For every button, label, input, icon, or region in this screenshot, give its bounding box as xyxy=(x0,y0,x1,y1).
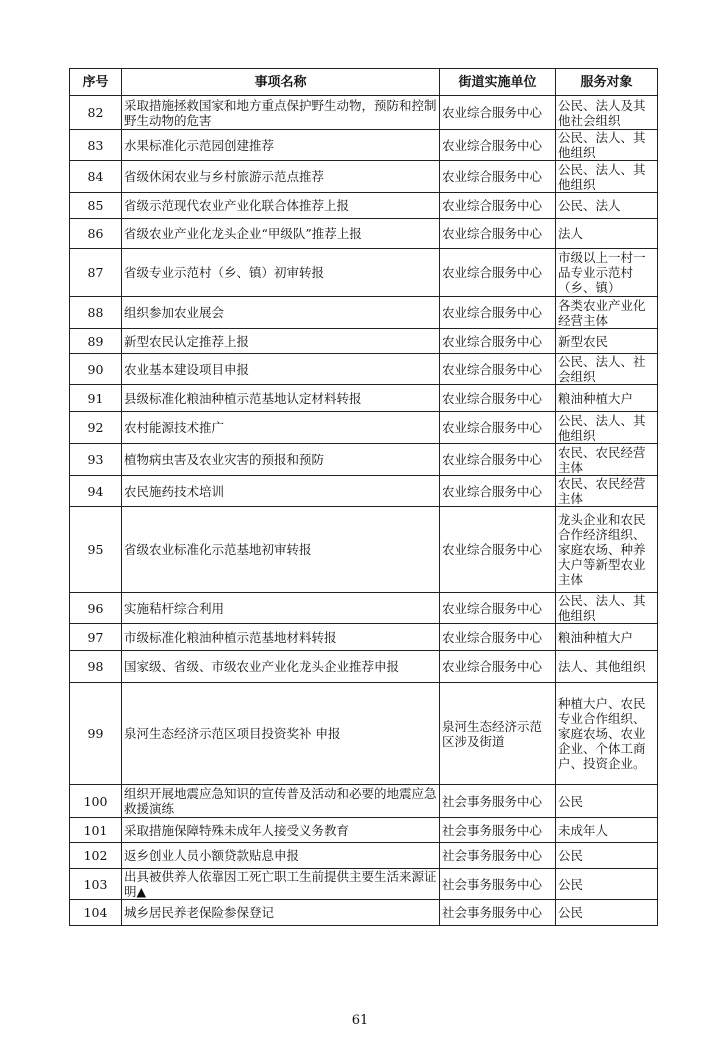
table-row xyxy=(70,683,658,785)
row-service-target: 公民 xyxy=(556,900,658,926)
row-item-name: 省级休闲农业与乡村旅游示范点推荐 xyxy=(122,161,440,193)
row-item-name: 泉河生态经济示范区项目投资奖补 申报 xyxy=(122,683,440,785)
table-row xyxy=(70,843,658,869)
row-implementing-unit: 农业综合服务中心 xyxy=(440,507,556,593)
table-row xyxy=(70,354,658,385)
table-row xyxy=(70,96,658,130)
row-num: 98 xyxy=(70,651,122,683)
row-implementing-unit: 农业综合服务中心 xyxy=(440,444,556,476)
row-num: 88 xyxy=(70,297,122,329)
row-service-target: 新型农民 xyxy=(556,329,658,354)
service-items-table xyxy=(69,68,658,926)
row-item-name: 新型农民认定推荐上报 xyxy=(122,329,440,354)
page-number: 61 xyxy=(351,1013,369,1028)
table-row xyxy=(70,385,658,412)
table-row xyxy=(70,130,658,161)
row-num: 90 xyxy=(70,354,122,385)
table-row xyxy=(70,869,658,900)
row-implementing-unit: 社会事务服务中心 xyxy=(440,900,556,926)
row-num: 82 xyxy=(70,96,122,130)
row-implementing-unit: 泉河生态经济示范区涉及街道 xyxy=(440,683,556,785)
row-num: 96 xyxy=(70,593,122,624)
row-service-target: 公民、法人、社会组织 xyxy=(556,354,658,385)
row-service-target: 龙头企业和农民合作经济组织、家庭农场、种养大户等新型农业主体 xyxy=(556,507,658,593)
row-service-target: 公民、法人、其他组织 xyxy=(556,412,658,444)
table-header-row xyxy=(70,69,658,96)
table-row xyxy=(70,297,658,329)
table-row xyxy=(70,329,658,354)
row-service-target: 法人、其他组织 xyxy=(556,651,658,683)
row-item-name: 农村能源技术推广 xyxy=(122,412,440,444)
row-implementing-unit: 农业综合服务中心 xyxy=(440,593,556,624)
row-service-target: 公民、法人、其他组织 xyxy=(556,161,658,193)
row-service-target: 公民 xyxy=(556,785,658,818)
row-num: 102 xyxy=(70,843,122,869)
row-num: 101 xyxy=(70,818,122,843)
table-row xyxy=(70,412,658,444)
row-item-name: 组织开展地震应急知识的宣传普及活动和必要的地震应急救援演练 xyxy=(122,785,440,818)
row-num: 89 xyxy=(70,329,122,354)
row-item-name: 返乡创业人员小额贷款贴息申报 xyxy=(122,843,440,869)
table-row xyxy=(70,785,658,818)
header-item-name: 事项名称 xyxy=(122,69,440,96)
header-implementing-unit: 街道实施单位 xyxy=(440,69,556,96)
row-implementing-unit: 农业综合服务中心 xyxy=(440,219,556,249)
row-implementing-unit: 农业综合服务中心 xyxy=(440,96,556,130)
row-implementing-unit: 农业综合服务中心 xyxy=(440,476,556,507)
row-item-name: 农民施药技术培训 xyxy=(122,476,440,507)
row-implementing-unit: 社会事务服务中心 xyxy=(440,869,556,900)
row-num: 99 xyxy=(70,683,122,785)
row-service-target: 未成年人 xyxy=(556,818,658,843)
row-num: 95 xyxy=(70,507,122,593)
row-implementing-unit: 农业综合服务中心 xyxy=(440,297,556,329)
row-num: 86 xyxy=(70,219,122,249)
table-row xyxy=(70,818,658,843)
row-implementing-unit: 农业综合服务中心 xyxy=(440,161,556,193)
row-implementing-unit: 农业综合服务中心 xyxy=(440,651,556,683)
row-item-name: 植物病虫害及农业灾害的预报和预防 xyxy=(122,444,440,476)
table-row xyxy=(70,219,658,249)
row-service-target: 农民、农民经营主体 xyxy=(556,444,658,476)
row-item-name: 采取措施拯救国家和地方重点保护野生动物，预防和控制野生动物的危害 xyxy=(122,96,440,130)
table-row xyxy=(70,193,658,219)
header-num: 序号 xyxy=(70,69,122,96)
row-service-target: 种植大户、农民专业合作组织、家庭农场、农业企业、个体工商户、投资企业。 xyxy=(556,683,658,785)
row-item-name: 省级农业产业化龙头企业“甲级队”推荐上报 xyxy=(122,219,440,249)
row-implementing-unit: 农业综合服务中心 xyxy=(440,354,556,385)
table-row xyxy=(70,624,658,651)
row-service-target: 法人 xyxy=(556,219,658,249)
row-num: 100 xyxy=(70,785,122,818)
row-service-target: 公民、法人及其他社会组织 xyxy=(556,96,658,130)
row-num: 83 xyxy=(70,130,122,161)
row-service-target: 粮油种植大户 xyxy=(556,385,658,412)
row-implementing-unit: 农业综合服务中心 xyxy=(440,385,556,412)
row-num: 85 xyxy=(70,193,122,219)
row-item-name: 市级标准化粮油种植示范基地材料转报 xyxy=(122,624,440,651)
row-num: 84 xyxy=(70,161,122,193)
row-service-target: 公民、法人、其他组织 xyxy=(556,130,658,161)
header-service-target: 服务对象 xyxy=(556,69,658,96)
row-implementing-unit: 社会事务服务中心 xyxy=(440,785,556,818)
row-service-target: 公民、法人、其他组织 xyxy=(556,593,658,624)
row-implementing-unit: 社会事务服务中心 xyxy=(440,818,556,843)
row-item-name: 国家级、省级、市级农业产业化龙头企业推荐申报 xyxy=(122,651,440,683)
table-row xyxy=(70,249,658,297)
row-item-name: 组织参加农业展会 xyxy=(122,297,440,329)
row-implementing-unit: 农业综合服务中心 xyxy=(440,624,556,651)
row-service-target: 公民、法人 xyxy=(556,193,658,219)
row-item-name: 农业基本建设项目申报 xyxy=(122,354,440,385)
row-item-name: 实施秸杆综合利用 xyxy=(122,593,440,624)
row-implementing-unit: 农业综合服务中心 xyxy=(440,412,556,444)
row-implementing-unit: 农业综合服务中心 xyxy=(440,130,556,161)
row-implementing-unit: 农业综合服务中心 xyxy=(440,193,556,219)
row-num: 87 xyxy=(70,249,122,297)
table-row xyxy=(70,507,658,593)
row-item-name: 采取措施保障特殊未成年人接受义务教育 xyxy=(122,818,440,843)
row-service-target: 市级以上一村一品专业示范村（乡、镇） xyxy=(556,249,658,297)
row-implementing-unit: 农业综合服务中心 xyxy=(440,249,556,297)
row-service-target: 粮油种植大户 xyxy=(556,624,658,651)
row-item-name: 城乡居民养老保险参保登记 xyxy=(122,900,440,926)
row-num: 91 xyxy=(70,385,122,412)
row-num: 93 xyxy=(70,444,122,476)
row-service-target: 公民 xyxy=(556,843,658,869)
table-row xyxy=(70,444,658,476)
row-item-name: 县级标准化粮油种植示范基地认定材料转报 xyxy=(122,385,440,412)
table-row xyxy=(70,476,658,507)
row-implementing-unit: 农业综合服务中心 xyxy=(440,329,556,354)
table-row xyxy=(70,651,658,683)
row-item-name: 省级专业示范村（乡、镇）初审转报 xyxy=(122,249,440,297)
table-row xyxy=(70,161,658,193)
row-item-name: 省级示范现代农业产业化联合体推荐上报 xyxy=(122,193,440,219)
row-item-name: 出具被供养人依靠因工死亡职工生前提供主要生活来源证明▲ xyxy=(122,869,440,900)
row-service-target: 各类农业产业化经营主体 xyxy=(556,297,658,329)
row-item-name: 省级农业标准化示范基地初审转报 xyxy=(122,507,440,593)
row-num: 104 xyxy=(70,900,122,926)
row-item-name: 水果标准化示范园创建推荐 xyxy=(122,130,440,161)
row-service-target: 公民 xyxy=(556,869,658,900)
row-num: 97 xyxy=(70,624,122,651)
row-service-target: 农民、农民经营主体 xyxy=(556,476,658,507)
table-row xyxy=(70,900,658,926)
row-num: 92 xyxy=(70,412,122,444)
row-implementing-unit: 社会事务服务中心 xyxy=(440,843,556,869)
row-num: 94 xyxy=(70,476,122,507)
row-num: 103 xyxy=(70,869,122,900)
table-row xyxy=(70,593,658,624)
